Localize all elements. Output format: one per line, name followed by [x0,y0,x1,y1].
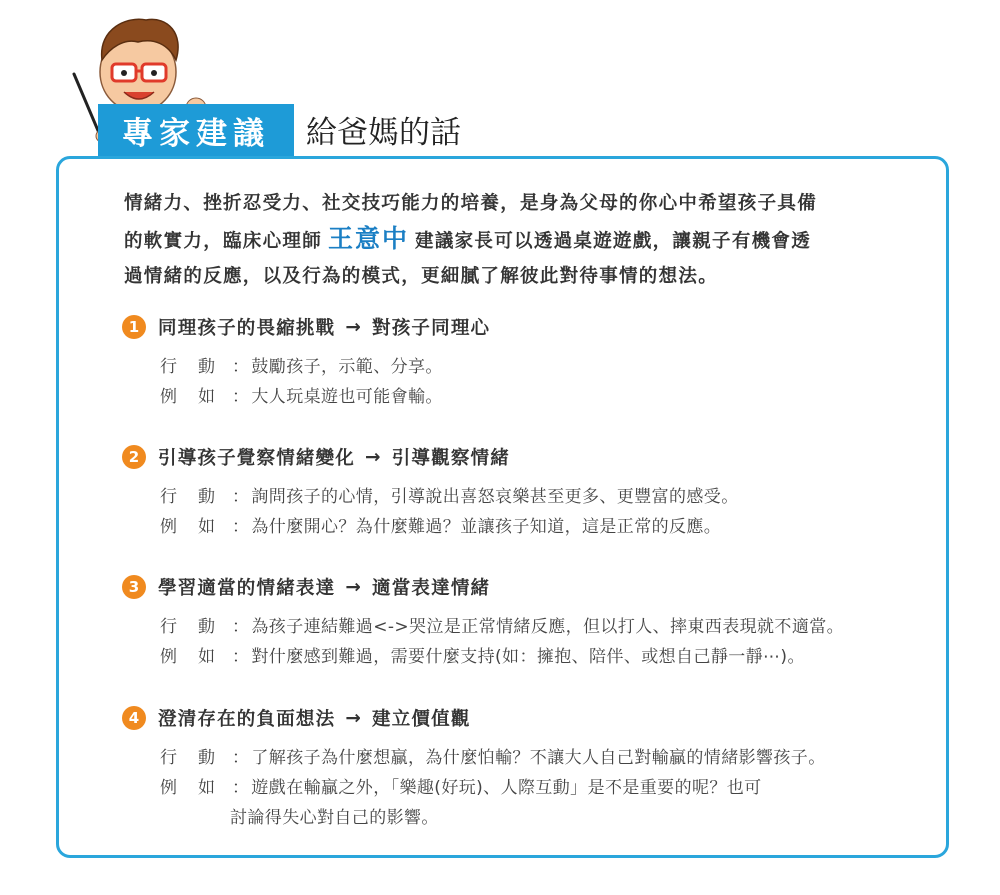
example-text: 遊戲在輸贏之外，「樂趣(好玩)、人際互動」是不是重要的呢？也可 [251,778,762,798]
section-title [122,442,739,472]
intro-line-2-after: 建議家長可以透過桌遊遊戲，讓親子有機會透 [415,231,812,252]
intro-line-2 [124,221,904,259]
action-text: 了解孩子為什麼想贏，為什麼怕輸？不讓大人自己對輸贏的情緒影響孩子。 [251,748,826,768]
example-row: 例 如 ： 對什麼感到難過，需要什麼支持(如：擁抱、陪伴、或想自己靜一靜⋯)。 [160,642,844,672]
section-heading: 澄清存在的負面想法 [158,709,336,730]
section-goal: 適當表達情緒 [372,578,491,599]
section-goal: 引導觀察情緒 [391,448,510,469]
section-details [160,482,739,542]
section-heading: 同理孩子的畏縮挑戰 [158,318,336,339]
arrow-icon: → [345,316,363,338]
action-label: 行 動 [160,487,216,507]
action-row: 行 動 ： 鼓勵孩子，示範、分享。 [160,352,490,382]
action-label: 行 動 [160,748,216,768]
section-details [160,612,844,672]
action-text: 為孩子連結難過<->哭泣是正常情緒反應，但以打人、摔東西表現就不適當。 [251,617,845,637]
example-text: 為什麼開心？為什麼難過？並讓孩子知道，這是正常的反應。 [251,517,722,537]
expert-name: 王意中 [328,224,410,253]
section-title [122,312,490,342]
intro-line-1: 情緒力、挫折忍受力、社交技巧能力的培養，是身為父母的你心中希望孩子具備 [124,193,818,214]
advice-section-3 [122,572,844,672]
section-goal: 對孩子同理心 [372,318,491,339]
expert-advice-tab: 專家建議 [98,104,294,156]
arrow-icon: → [365,446,382,468]
example-row: 例 如 ： 遊戲在輸贏之外，「樂趣(好玩)、人際互動」是不是重要的呢？也可 [160,773,826,803]
section-number-badge: 2 [122,445,146,469]
arrow-icon: → [345,707,363,729]
action-row: 行 動 ： 詢問孩子的心情，引導說出喜怒哀樂甚至更多、更豐富的感受。 [160,482,739,512]
intro-line-3: 過情緒的反應，以及行為的模式，更細膩了解彼此對待事情的想法。 [124,266,719,287]
section-heading: 學習適當的情緒表達 [158,578,336,599]
example-text: 對什麼感到難過，需要什麼支持(如：擁抱、陪伴、或想自己靜一靜⋯)。 [251,647,805,667]
section-title [122,572,844,602]
action-row: 行 動 ： 為孩子連結難過<->哭泣是正常情緒反應，但以打人、摔東西表現就不適當。 [160,612,844,642]
advice-section-4 [122,703,826,833]
section-number-badge: 4 [122,706,146,730]
section-heading: 引導孩子覺察情緒變化 [158,448,356,469]
example-label: 例 如 [160,778,216,798]
header-subtitle: 給爸媽的話 [306,115,461,151]
action-text: 詢問孩子的心情，引導說出喜怒哀樂甚至更多、更豐富的感受。 [251,487,739,507]
section-number-badge: 3 [122,575,146,599]
section-details [160,352,490,412]
example-row: 例 如 ： 為什麼開心？為什麼難過？並讓孩子知道，這是正常的反應。 [160,512,739,542]
example-text: 大人玩桌遊也可能會輸。 [251,387,443,407]
advice-section-2 [122,442,739,542]
section-title [122,703,826,733]
example-row: 例 如 ： 大人玩桌遊也可能會輸。 [160,382,490,412]
example-continuation: 討論得失心對自己的影響。 [230,808,439,828]
section-number-badge: 1 [122,315,146,339]
intro-paragraph [124,186,904,294]
arrow-icon: → [345,576,363,598]
example-label: 例 如 [160,387,216,407]
section-details [160,743,826,833]
action-label: 行 動 [160,617,216,637]
action-row: 行 動 ： 了解孩子為什麼想贏，為什麼怕輸？不讓大人自己對輸贏的情緒影響孩子。 [160,743,826,773]
action-text: 鼓勵孩子，示範、分享。 [251,357,443,377]
example-label: 例 如 [160,647,216,667]
action-label: 行 動 [160,357,216,377]
example-label: 例 如 [160,517,216,537]
section-goal: 建立價值觀 [372,709,471,730]
intro-line-2-before: 的軟實力，臨床心理師 [124,231,323,252]
advice-section-1 [122,312,490,412]
